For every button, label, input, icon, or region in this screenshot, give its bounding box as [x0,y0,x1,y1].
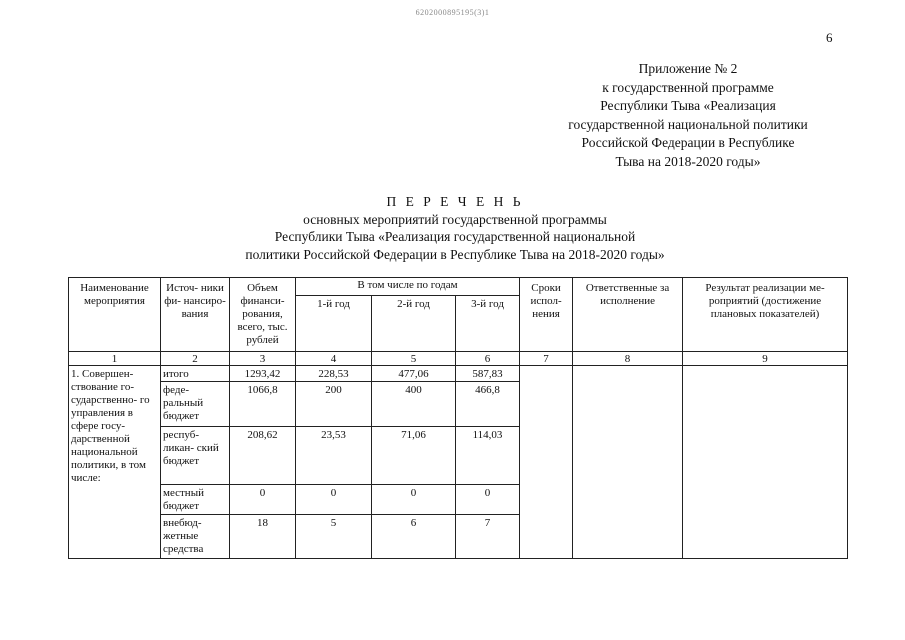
appendix-line: к государственной программе [602,79,774,95]
column-numbers-row [69,352,848,366]
column-number: 5 [372,352,456,366]
row-source: внебюд- жетные средства [161,515,230,559]
row-terms [520,366,573,559]
column-number: 1 [69,352,161,366]
row-total: 1066,8 [230,382,296,427]
row-total: 18 [230,515,296,559]
row-year3: 114,03 [456,427,520,485]
row-year3: 587,83 [456,366,520,382]
appendix-block [548,60,828,172]
column-number: 3 [230,352,296,366]
row-year1: 200 [296,382,372,427]
row-year1: 23,53 [296,427,372,485]
row-year2: 71,06 [372,427,456,485]
appendix-line: Республики Тыва «Реализация [600,98,776,114]
column-number: 4 [296,352,372,366]
row-source: итого [161,366,230,382]
row-source: феде- ральный бюджет [161,382,230,427]
row-year1: 0 [296,485,372,515]
activities-table [68,277,848,559]
row-year2: 400 [372,382,456,427]
row-year2: 6 [372,515,456,559]
title-line: Республики Тыва «Реализация государственной национальной [274,229,636,244]
appendix-line: государственной национальной политики [568,116,808,132]
row-year3: 466,8 [456,382,520,427]
activity-name: 1. Совершен- ствование го- сударственно- го управления в сфере госу- дарственной национальной политики, в том числе: [69,366,161,559]
column-number: 9 [683,352,848,366]
row-year1: 228,53 [296,366,372,382]
row-year2: 477,06 [372,366,456,382]
row-year1: 5 [296,515,372,559]
row-result [683,366,848,559]
appendix-line: Приложение № 2 [638,61,738,76]
column-number: 6 [456,352,520,366]
column-number: 7 [520,352,573,366]
row-source: местный бюджет [161,485,230,515]
row-year3: 0 [456,485,520,515]
header-result: Результат реализации ме- роприятий (достижение плановых показателей) [683,278,848,352]
appendix-line: Российской Федерации в Республике [581,135,795,151]
document-stamp: 6202000895195(3)1 [415,8,490,17]
header-year3: 3-й год [456,296,520,352]
title-line: основных мероприятий государственной программы [303,211,607,227]
header-volume: Объем финанси- рования, всего, тыс. рублей [230,278,296,352]
column-number: 2 [161,352,230,366]
header-source: Источ- ники фи- нансиро- вания [161,278,230,352]
header-year2: 2-й год [372,296,456,352]
page-number: 6 [826,30,833,45]
header-year1: 1-й год [296,296,372,352]
header-years-group: В том числе по годам [296,278,520,296]
row-source: респуб- ликан- ский бюджет [161,427,230,485]
document-title [180,193,730,263]
row-total: 0 [230,485,296,515]
row-year2: 0 [372,485,456,515]
row-year3: 7 [456,515,520,559]
header-name: Наименование мероприятия [69,278,161,352]
title-line: политики Российской Федерации в Республике Тыва на 2018-2020 годы» [245,246,665,262]
row-total: 1293,42 [230,366,296,382]
row-total: 208,62 [230,427,296,485]
header-terms: Сроки испол- нения [520,278,573,352]
header-responsible: Ответственные за исполнение [573,278,683,352]
title-main: П Е Р Е Ч Е Н Ь [386,194,524,209]
row-responsible [573,366,683,559]
column-number: 8 [573,352,683,366]
table-row [69,366,848,382]
appendix-line: Тыва на 2018-2020 годы» [615,153,761,169]
